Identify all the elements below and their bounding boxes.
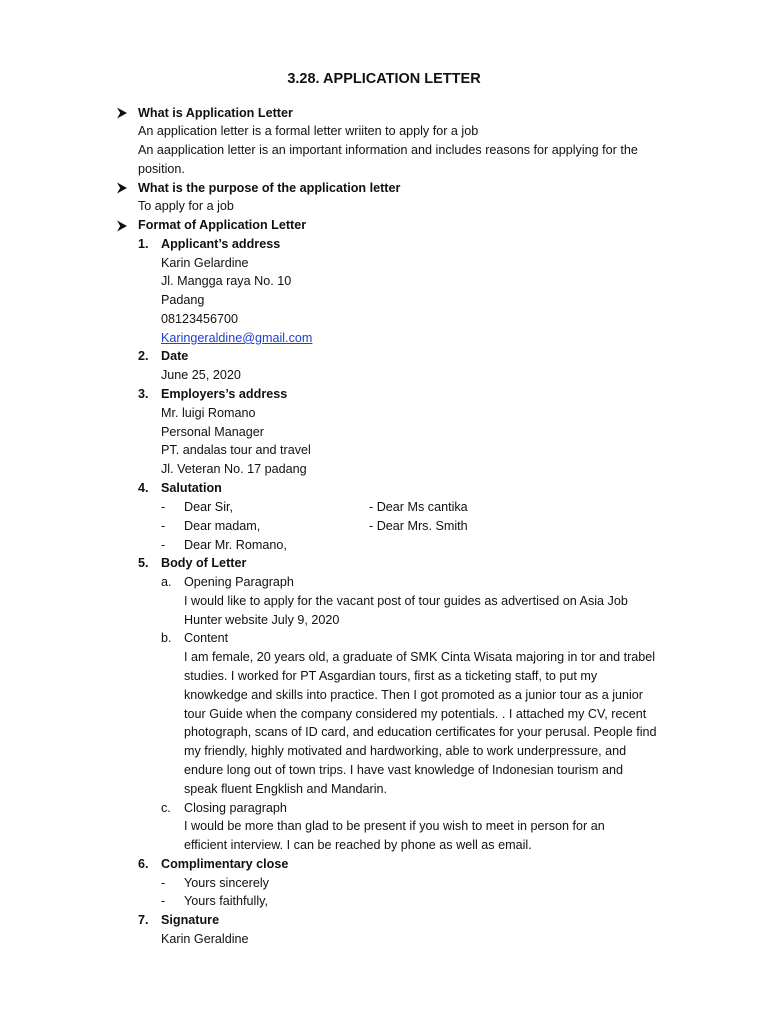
body-text: efficient interview. I can be reached by phone as well as email. [184, 838, 532, 852]
body-text: To apply for a job [138, 199, 234, 213]
address-line: Mr. luigi Romano [161, 406, 256, 420]
address-line: Karin Gelardine [161, 256, 249, 270]
list-number: 6. [138, 857, 149, 871]
address-line: PT. andalas tour and travel [161, 443, 311, 457]
body-text: position. [138, 162, 185, 176]
section-heading: What is the purpose of the application letter [138, 181, 401, 195]
list-number: 5. [138, 556, 149, 570]
arrowhead-bullet-icon [116, 220, 128, 232]
phone-number: 08123456700 [161, 312, 239, 326]
item-heading: Body of Letter [161, 556, 247, 570]
body-text: I would be more than glad to be present if you wish to meet in person for an [184, 819, 605, 833]
body-text: tour Guide when the company considered my potentials. . I attached my CV, recent [184, 707, 647, 721]
body-text: I would like to apply for the vacant post of tour guides as advertised on Asia Job [184, 594, 628, 608]
body-text: I am female, 20 years old, a graduate of SMK Cinta Wisata majoring in tor and trabel [184, 650, 656, 664]
dash-bullet: - [161, 894, 166, 908]
body-text: Hunter website July 9, 2020 [184, 613, 340, 627]
dash-bullet: - [161, 519, 166, 533]
salutation-option: - Dear Ms cantika [369, 500, 468, 514]
address-line: Jl. Mangga raya No. 10 [161, 274, 292, 288]
item-heading: Salutation [161, 481, 222, 495]
sub-letter: a. [161, 575, 172, 589]
salutation-option: Dear Sir, [184, 500, 233, 514]
sub-letter: b. [161, 631, 172, 645]
closing-option: Yours faithfully, [184, 894, 269, 908]
list-number: 7. [138, 913, 149, 927]
sub-heading: Opening Paragraph [184, 575, 294, 589]
item-heading: Date [161, 349, 189, 363]
salutation-option: Dear madam, [184, 519, 261, 533]
sub-heading: Content [184, 631, 229, 645]
page-title: 3.28. APPLICATION LETTER [287, 71, 481, 87]
section-heading: What is Application Letter [138, 106, 293, 120]
list-number: 3. [138, 387, 149, 401]
arrowhead-bullet-icon [116, 182, 128, 194]
body-text: An aapplication letter is an important information and includes reasons for applying for the [138, 143, 638, 157]
item-heading: Employers’s address [161, 387, 288, 401]
signature-name: Karin Geraldine [161, 932, 249, 946]
item-heading: Complimentary close [161, 857, 289, 871]
body-text: An application letter is a formal letter wriiten to apply for a job [138, 124, 479, 138]
sub-letter: c. [161, 801, 171, 815]
date-value: June 25, 2020 [161, 368, 241, 382]
arrowhead-bullet-icon [116, 107, 128, 119]
address-line: Jl. Veteran No. 17 padang [161, 462, 307, 476]
section-heading: Format of Application Letter [138, 218, 307, 232]
body-text: photograph, scans of ID card, and education certificates for your perusal. People find [184, 725, 657, 739]
dash-bullet: - [161, 538, 166, 552]
body-text: speak fluent Engklish and Mandarin. [184, 782, 388, 796]
body-text: endure long out of town trips. I have vast knowledge of Indonesian tourism and [184, 763, 623, 777]
list-number: 4. [138, 481, 149, 495]
item-heading: Applicant’s address [161, 237, 281, 251]
closing-option: Yours sincerely [184, 876, 269, 890]
list-number: 1. [138, 237, 149, 251]
body-text: my friendly, highly motivated and hardworking, able to work underpressure, and [184, 744, 627, 758]
salutation-option: Dear Mr. Romano, [184, 538, 287, 552]
sub-heading: Closing paragraph [184, 801, 287, 815]
body-text: knowkedge and skills into practice. Then I got promoted as a junior tour as a junior [184, 688, 643, 702]
dash-bullet: - [161, 500, 166, 514]
dash-bullet: - [161, 876, 166, 890]
address-line: Padang [161, 293, 205, 307]
item-heading: Signature [161, 913, 220, 927]
address-line: Personal Manager [161, 425, 264, 439]
salutation-option: - Dear Mrs. Smith [369, 519, 468, 533]
list-number: 2. [138, 349, 149, 363]
email-link[interactable]: Karingeraldine@gmail.com [161, 331, 313, 345]
body-text: studies. I worked for PT Asgardian tours, first as a ticketing staff, to put my [184, 669, 598, 683]
